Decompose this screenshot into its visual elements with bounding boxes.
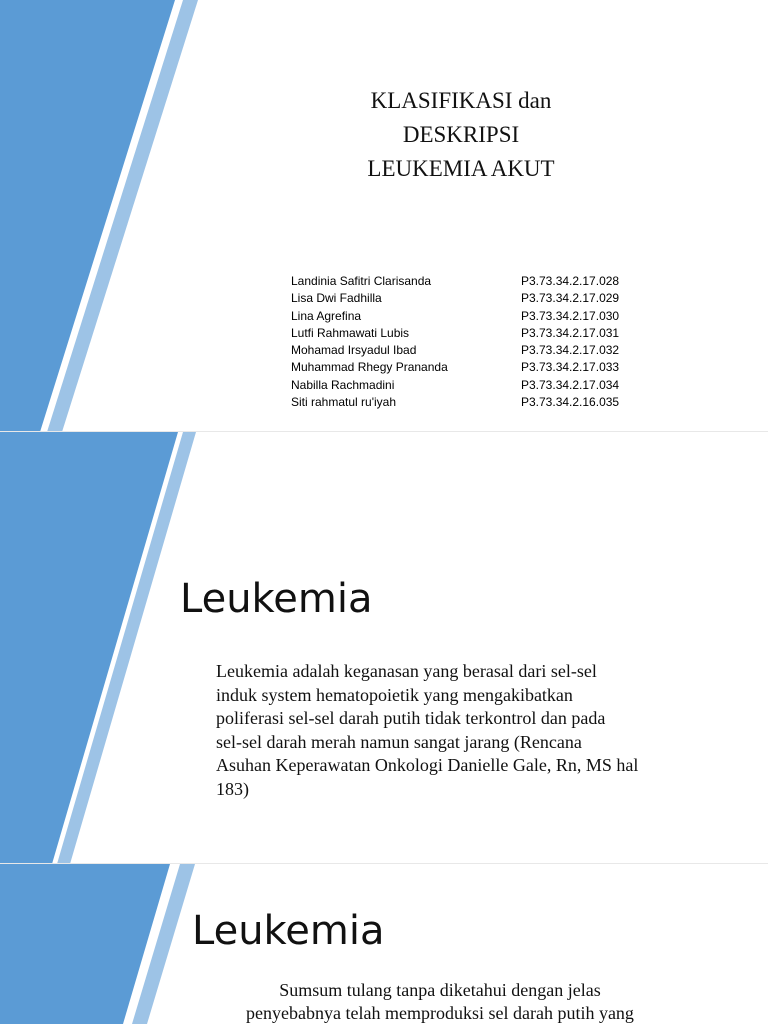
slide-title (0, 0, 768, 432)
slide-bone-marrow (0, 864, 768, 1024)
member-nim: P3.73.34.2.17.028 (521, 274, 620, 288)
member-name: Lutfi Rahmawati Lubis (291, 325, 410, 340)
member-row (291, 360, 651, 377)
slide-body-text (216, 660, 686, 801)
blue-panel (0, 432, 178, 864)
body-line: 183) (216, 778, 249, 799)
member-list (291, 274, 651, 412)
member-nim: P3.73.34.2.17.031 (521, 325, 620, 340)
body-line: induk system hematopoietik yang mengakibatkan (216, 684, 573, 705)
title-line: LEUKEMIA AKUT (367, 156, 555, 181)
body-line: sel-sel darah merah namun sangat jarang (Rencana (216, 731, 582, 752)
member-name: Muhammad Rhegy Prananda (291, 360, 448, 375)
member-nim: P3.73.34.2.17.032 (521, 343, 620, 358)
member-name: Lisa Dwi Fadhilla (291, 291, 382, 306)
member-name: Nabilla Rachmadini (291, 377, 395, 392)
member-name: Landinia Safitri Clarisanda (291, 274, 432, 288)
member-nim: P3.73.34.2.17.034 (521, 377, 620, 392)
presentation-title (300, 84, 622, 186)
member-row (291, 291, 651, 308)
member-row (291, 326, 651, 343)
body-line: poliferasi sel-sel darah putih tidak terkontrol dan pada (216, 708, 606, 728)
body-line: Sumsum tulang tanpa diketahui dengan jelas (279, 980, 601, 1000)
member-row (291, 378, 651, 395)
slide-heading: Leukemia (192, 908, 385, 954)
slide-heading: Leukemia (180, 576, 373, 622)
member-nim: P3.73.34.2.16.035 (521, 395, 620, 410)
title-line: DESKRIPSI (402, 122, 520, 147)
slide-definition (0, 432, 768, 864)
member-nim: P3.73.34.2.17.030 (521, 308, 620, 323)
member-row (291, 395, 651, 412)
member-name: Mohamad Irsyadul Ibad (291, 343, 417, 358)
body-line: Leukemia adalah keganasan yang berasal dari sel-sel (216, 661, 597, 681)
body-line: Asuhan Keperawatan Onkologi Danielle Gale, Rn, MS hal (216, 755, 639, 775)
title-line: KLASIFIKASI dan (370, 88, 552, 113)
member-row (291, 274, 651, 291)
member-row (291, 309, 651, 326)
member-nim: P3.73.34.2.17.029 (521, 291, 620, 306)
member-row (291, 343, 651, 360)
body-line: penyebabnya telah memproduksi sel darah putih yang (246, 1003, 634, 1023)
slide-body-text (200, 979, 680, 1024)
member-name: Siti rahmatul ru'iyah (291, 395, 396, 410)
member-name: Lina Agrefina (291, 308, 362, 323)
blue-panel (0, 0, 175, 432)
member-nim: P3.73.34.2.17.033 (521, 360, 620, 375)
